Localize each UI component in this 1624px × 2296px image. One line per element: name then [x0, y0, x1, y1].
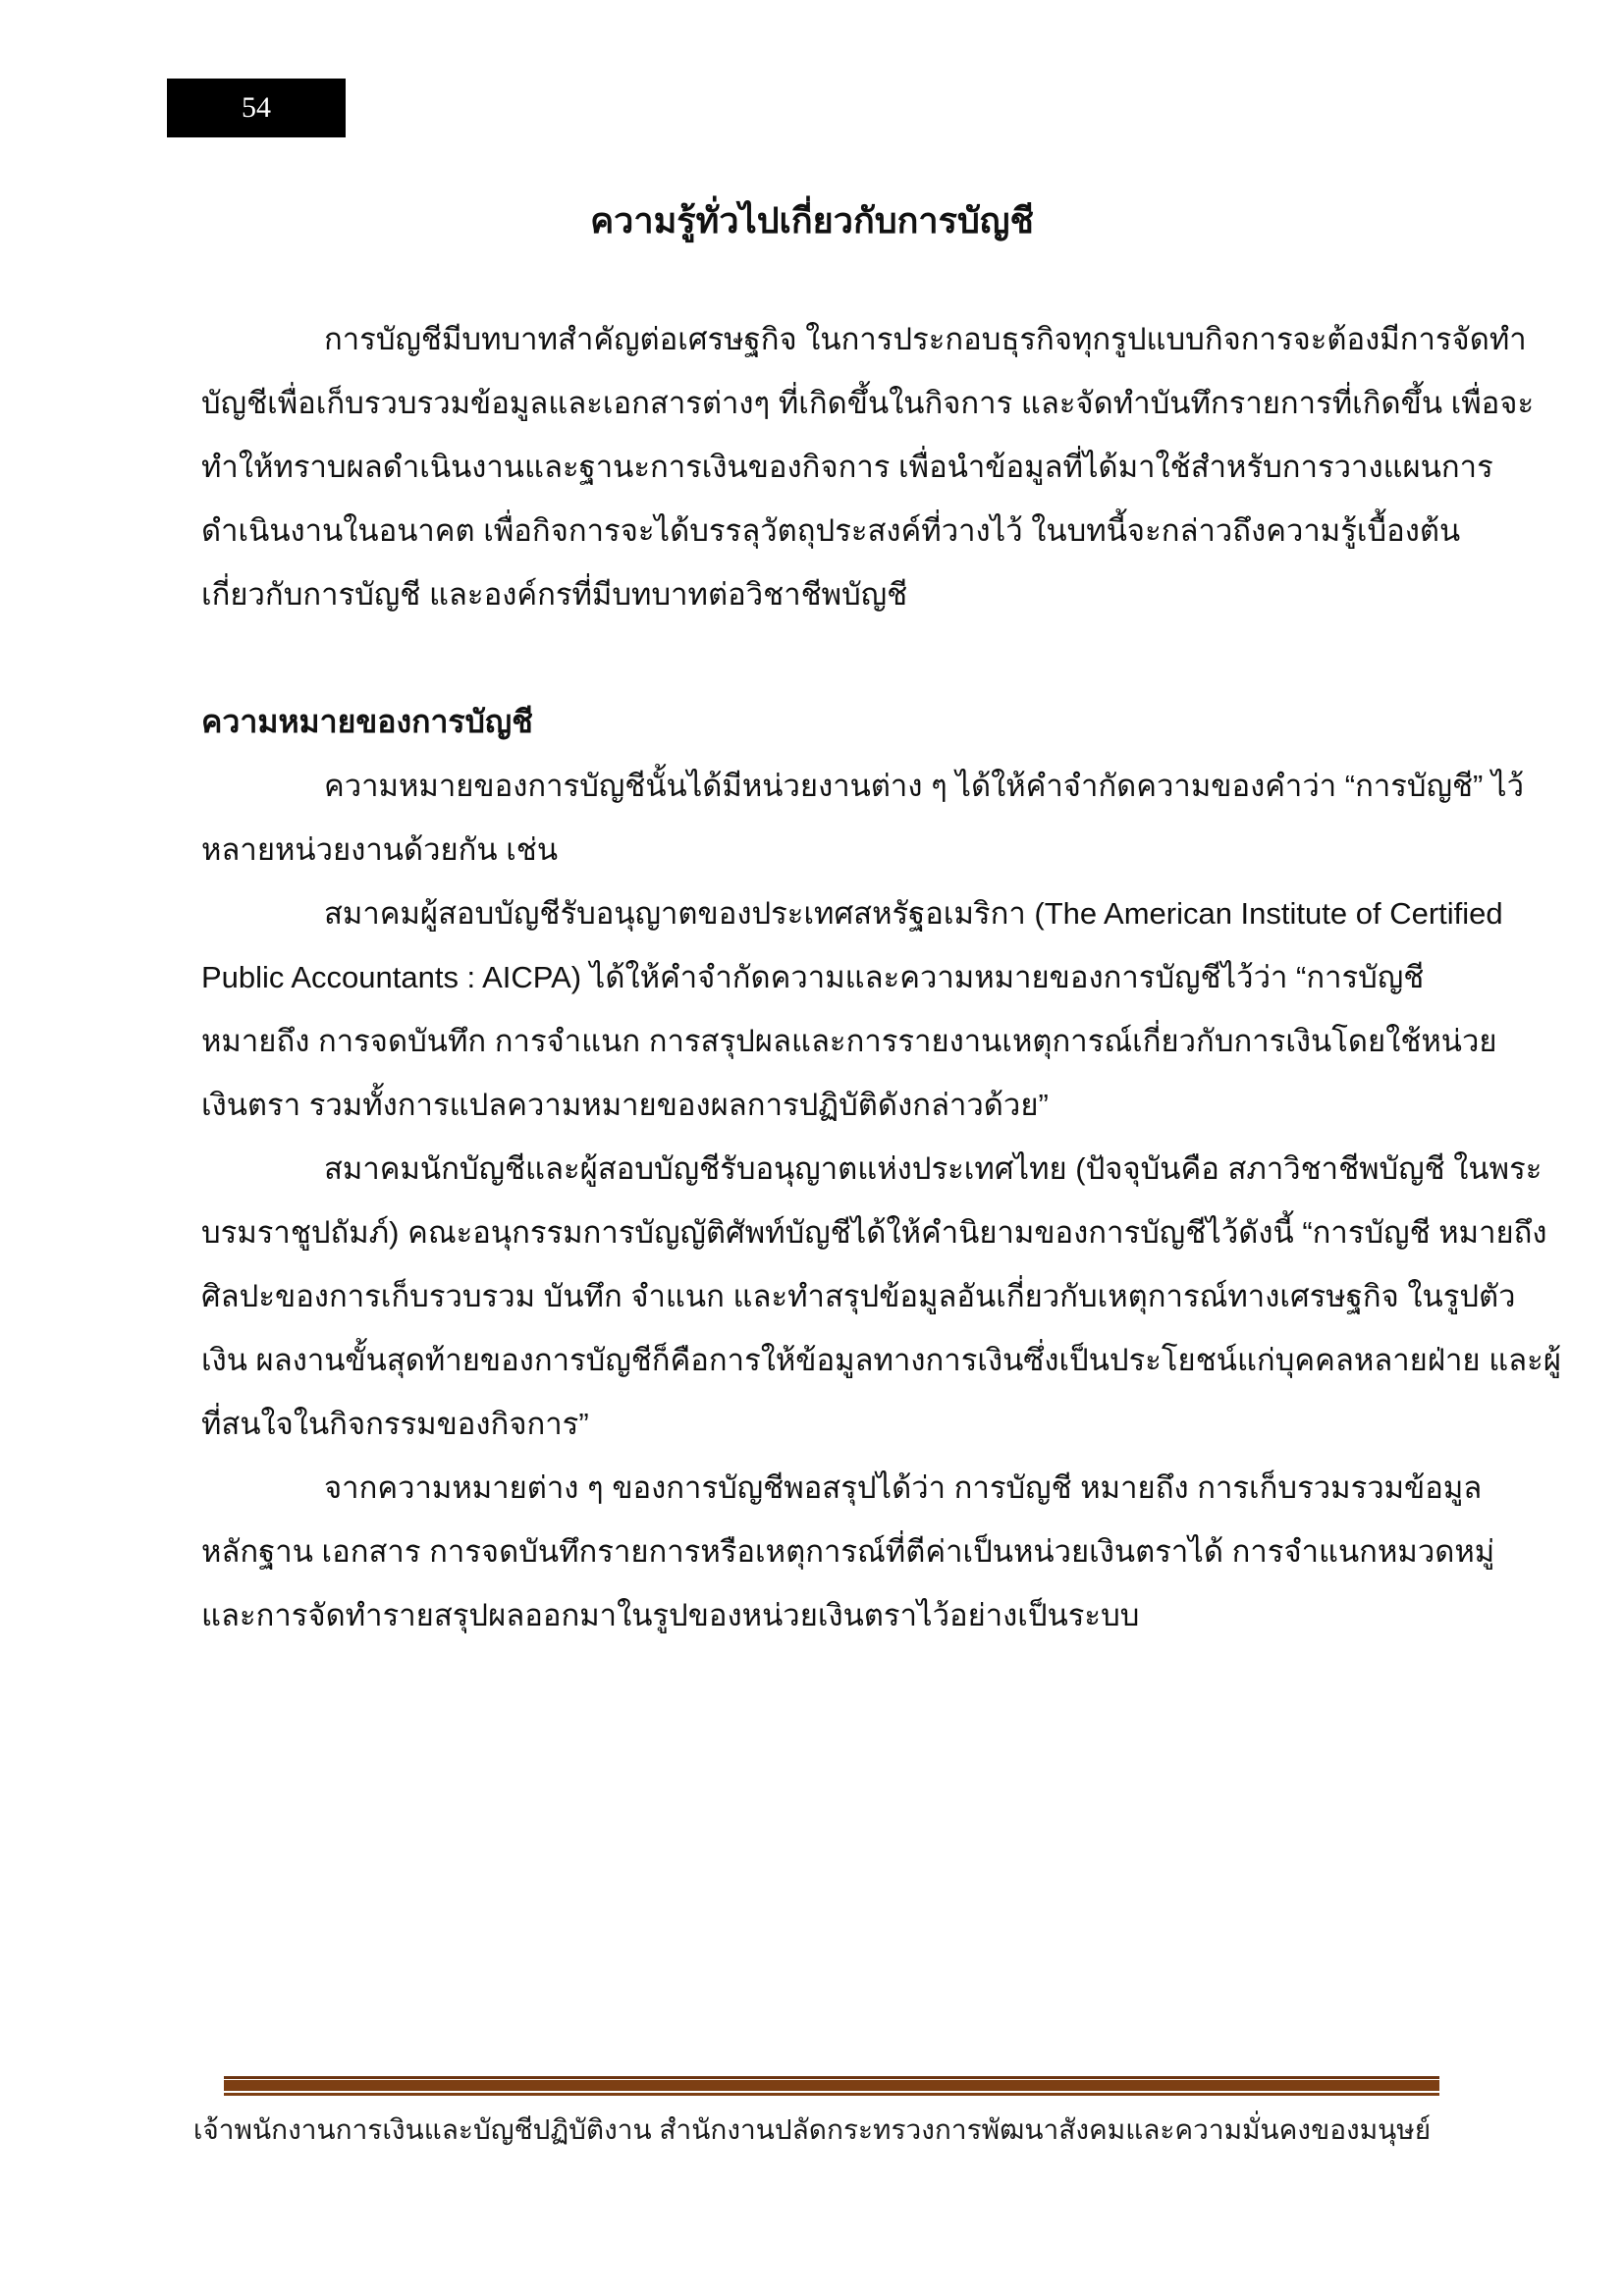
paragraph-1-line-2: บัญชีเพื่อเก็บรวบรวมข้อมูลและเอกสารต่างๆ ที่เกิดขึ้นในกิจการ และจัดทำบันทึกรายการที่เกิดขึ้น เพื่อจะ	[201, 386, 1535, 420]
paragraph-4-line-2: บรมราชูปถัมภ์) คณะอนุกรรมการบัญญัติศัพท์บัญชีได้ให้คำนิยามของการบัญชีไว้ดังนี้ “การบัญชี หมายถึง	[201, 1215, 1547, 1250]
page-number: 54	[242, 91, 271, 124]
paragraph-3-line-4: เงินตรา รวมทั้งการแปลความหมายของผลการปฏิบัติดังกล่าวด้วย”	[201, 1088, 1049, 1122]
footer-rule-thin-bottom	[224, 2093, 1439, 2096]
paragraph-4-line-3: ศิลปะของการเก็บรวบรวม บันทึก จำแนก และทำสรุปข้อมูลอันเกี่ยวกับเหตุการณ์ทางเศรษฐกิจ ในรูปตัว	[201, 1279, 1516, 1313]
paragraph-1-line-3: ทำให้ทราบผลดำเนินงานและฐานะการเงินของกิจการ เพื่อนำข้อมูลที่ได้มาใช้สำหรับการวางแผนการ	[201, 450, 1493, 484]
paragraph-4-line-1: สมาคมนักบัญชีและผู้สอบบัญชีรับอนุญาตแห่งประเทศไทย (ปัจจุบันคือ สภาวิชาชีพบัญชี ในพระ	[324, 1151, 1543, 1186]
paragraph-5-line-3: และการจัดทำรายสรุปผลออกมาในรูปของหน่วยเงินตราไว้อย่างเป็นระบบ	[201, 1598, 1140, 1632]
footer-rule	[224, 2076, 1439, 2096]
paragraph-3-line-3: หมายถึง การจดบันทึก การจำแนก การสรุปผลและการรายงานเหตุการณ์เกี่ยวกับการเงินโดยใช้หน่วย	[201, 1024, 1497, 1058]
page-title: ความรู้ทั่วไปเกี่ยวกับการบัญชี	[590, 200, 1034, 240]
footer-text: เจ้าพนักงานการเงินและบัญชีปฏิบัติงาน สำนักงานปลัดกระทรวงการพัฒนาสังคมและความมั่นคงของมนุษย์	[192, 2114, 1432, 2145]
paragraph-5-line-1: จากความหมายต่าง ๆ ของการบัญชีพอสรุปได้ว่า การบัญชี หมายถึง การเก็บรวมรวมข้อมูล	[324, 1470, 1483, 1505]
page-number-badge	[167, 79, 346, 137]
paragraph-2-line-2: หลายหน่วยงานด้วยกัน เช่น	[201, 832, 559, 867]
footer-rule-thin-top	[224, 2076, 1439, 2079]
paragraph-3-line-2: Public Accountants : AICPA) ได้ให้คำจำกัดความและความหมายของการบัญชีไว้ว่า “การบัญชี	[201, 960, 1425, 994]
document-body	[201, 307, 1561, 1647]
paragraph-4-line-5: ที่สนใจในกิจกรรมของกิจการ”	[201, 1407, 589, 1441]
paragraph-1-line-5: เกี่ยวกับการบัญชี และองค์กรที่มีบทบาทต่อวิชาชีพบัญชี	[201, 577, 908, 612]
paragraph-5-line-2: หลักฐาน เอกสาร การจดบันทึกรายการหรือเหตุการณ์ที่ตีค่าเป็นหน่วยเงินตราได้ การจำแนกหมวดหมู่	[201, 1534, 1495, 1569]
paragraph-1-line-1: การบัญชีมีบทบาทสำคัญต่อเศรษฐกิจ ในการประกอบธุรกิจทุกรูปแบบกิจการจะต้องมีการจัดทำ	[324, 322, 1527, 356]
paragraph-1-line-4: ดำเนินงานในอนาคต เพื่อกิจการจะได้บรรลุวัตถุประสงค์ที่วางไว้ ในบทนี้จะกล่าวถึงความรู้เบื้องต้น	[201, 513, 1461, 548]
paragraph-4-line-4: เงิน ผลงานขั้นสุดท้ายของการบัญชีก็คือการให้ข้อมูลทางการเงินซึ่งเป็นประโยชน์แก่บุคคลหลายฝ่าย และผู้	[201, 1343, 1561, 1377]
vertical-spacer	[201, 626, 1457, 690]
paragraph-3-line-1: สมาคมผู้สอบบัญชีรับอนุญาตของประเทศสหรัฐอเมริกา (The American Institute of Certified	[324, 896, 1503, 931]
paragraph-2-line-1: ความหมายของการบัญชีนั้นได้มีหน่วยงานต่าง ๆ ได้ให้คำจำกัดความของคำว่า “การบัญชี” ไว้	[324, 769, 1524, 803]
footer-rule-bar	[224, 2080, 1439, 2091]
section-heading: ความหมายของการบัญชี	[201, 704, 533, 739]
